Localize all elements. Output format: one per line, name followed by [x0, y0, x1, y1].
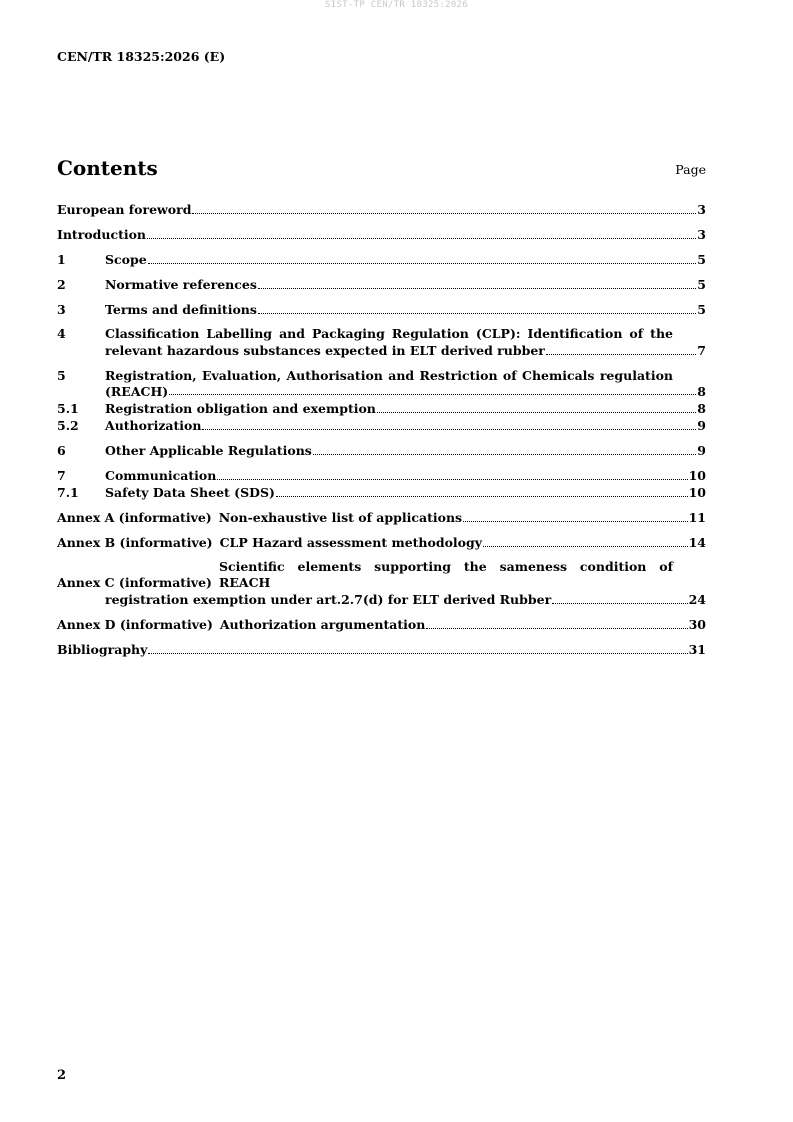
toc-entry-bibliography[interactable] — [57, 641, 706, 658]
dot-leader — [148, 653, 687, 654]
toc-title: Normative references — [105, 277, 257, 292]
toc-page: 5 — [697, 252, 706, 267]
toc-number: 5.2 — [57, 418, 79, 433]
toc-entry-authorization[interactable] — [57, 417, 706, 434]
toc-title: Scope — [105, 252, 147, 267]
toc-title-line-2: (REACH) — [105, 384, 169, 399]
table-of-contents — [57, 199, 706, 658]
dot-leader — [483, 546, 688, 547]
toc-title: Authorization — [105, 418, 202, 433]
toc-number: 7 — [57, 468, 66, 483]
toc-entry-normative-references[interactable] — [57, 276, 706, 293]
toc-entry-other-regulations[interactable] — [57, 442, 706, 459]
toc-entry-terms-and-definitions[interactable] — [57, 301, 706, 318]
toc-number: 7.1 — [57, 485, 79, 500]
dot-leader — [276, 496, 688, 497]
toc-title: European foreword — [57, 202, 192, 217]
document-id: CEN/TR 18325:2026 (E) — [57, 49, 226, 64]
toc-number: 5.1 — [57, 401, 79, 416]
dot-leader — [258, 288, 696, 289]
toc-entry-sds[interactable] — [57, 484, 706, 501]
toc-entry-scope[interactable] — [57, 251, 706, 268]
toc-page: 8 — [697, 401, 706, 416]
toc-page: 24 — [688, 592, 706, 607]
toc-title: Other Applicable Regulations — [105, 443, 312, 458]
toc-entry-annex-c[interactable] — [57, 559, 706, 608]
toc-page: 11 — [688, 510, 706, 525]
dot-leader — [169, 394, 696, 395]
toc-number: 6 — [57, 443, 66, 458]
toc-title: Safety Data Sheet (SDS) — [105, 485, 275, 500]
watermark: SIST-TP CEN/TR 18325:2026 — [325, 0, 468, 10]
toc-title: Communication — [105, 468, 217, 483]
toc-page: 30 — [688, 617, 706, 632]
toc-page: 14 — [688, 535, 706, 550]
toc-page: 3 — [697, 227, 706, 242]
dot-leader — [217, 479, 687, 480]
dot-leader — [426, 628, 687, 629]
toc-number: 2 — [57, 277, 66, 292]
toc-number: 5 — [57, 368, 66, 383]
annex-label: Annex C (informative) — [57, 575, 212, 590]
page-column-label: Page — [675, 162, 706, 177]
toc-entry-communication[interactable] — [57, 467, 706, 484]
toc-title: Terms and definitions — [105, 302, 257, 317]
toc-page: 10 — [688, 468, 706, 483]
toc-page: 9 — [697, 443, 706, 458]
toc-title-line-1: Scientific elements supporting the sameness condition of REACH — [218, 559, 673, 590]
toc-entry-annex-d[interactable] — [57, 616, 706, 633]
toc-entry-introduction[interactable] — [57, 226, 706, 243]
dot-leader — [552, 603, 687, 604]
toc-page: 8 — [697, 384, 706, 399]
annex-label: Annex D (informative) — [57, 617, 213, 632]
toc-title-line-1: Registration, Evaluation, Authorisation and Restriction of Chemicals regulation — [105, 368, 673, 383]
toc-entry-registration-obligation[interactable] — [57, 400, 706, 417]
toc-page: 9 — [697, 418, 706, 433]
dot-leader — [258, 313, 696, 314]
toc-number: 1 — [57, 252, 66, 267]
toc-entry-reach[interactable] — [57, 368, 706, 399]
toc-page: 7 — [697, 343, 706, 358]
dot-leader — [202, 429, 696, 430]
annex-label: Annex B (informative) — [57, 535, 213, 550]
dot-leader — [148, 263, 697, 264]
toc-title: Bibliography — [57, 642, 148, 657]
toc-title-line-2: relevant hazardous substances expected in ELT derived rubber — [105, 343, 545, 358]
toc-title-line-1: Classification Labelling and Packaging Regulation (CLP): Identification of the — [105, 326, 673, 341]
toc-title: Introduction — [57, 227, 147, 242]
dot-leader — [546, 354, 696, 355]
annex-label: Annex A (informative) — [57, 510, 212, 525]
toc-page: 5 — [697, 277, 706, 292]
toc-title-line-2: registration exemption under art.2.7(d) for ELT derived Rubber — [105, 592, 552, 607]
page-number: 2 — [57, 1068, 67, 1083]
contents-heading: Contents — [57, 156, 158, 180]
toc-entry-annex-a[interactable] — [57, 509, 706, 526]
toc-entry-annex-b[interactable] — [57, 534, 706, 551]
toc-title: Registration obligation and exemption — [105, 401, 376, 416]
toc-number: 4 — [57, 326, 66, 341]
dot-leader — [192, 213, 696, 214]
toc-title: Authorization argumentation — [219, 617, 426, 632]
toc-page: 10 — [688, 485, 706, 500]
toc-number: 3 — [57, 302, 66, 317]
toc-title: Non-exhaustive list of applications — [218, 510, 463, 525]
toc-entry-european-foreword[interactable] — [57, 201, 706, 218]
toc-page: 31 — [688, 642, 706, 657]
toc-entry-clp[interactable] — [57, 326, 706, 359]
toc-page: 5 — [697, 302, 706, 317]
toc-page: 3 — [697, 202, 706, 217]
dot-leader — [463, 521, 688, 522]
dot-leader — [377, 412, 696, 413]
dot-leader — [147, 238, 696, 239]
dot-leader — [313, 454, 696, 455]
toc-title: CLP Hazard assessment methodology — [219, 535, 483, 550]
